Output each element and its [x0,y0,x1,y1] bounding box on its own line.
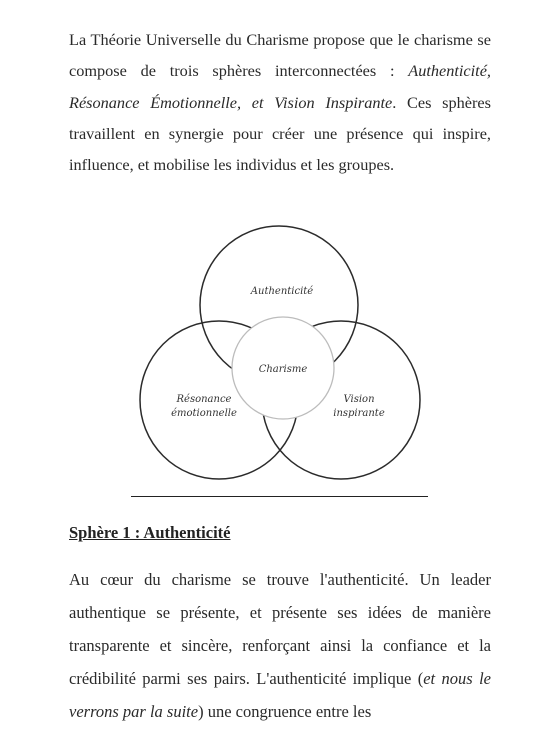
intro-text-after: . Ces sphères travaillent en synergie pour créer une présence qui inspire, influence, et mobilise les individus et les groupes. [69,92,491,175]
section-paragraph [69,563,491,728]
label-vision-line2: inspirante [333,408,385,419]
intro-text-italic: Authenticité, Résonance Émotionnelle, et Vision Inspirante [69,61,491,112]
divider-rule [131,496,428,497]
section-text-after: ) une congruence entre les [198,702,372,721]
intro-text-before: La Théorie Universelle du Charisme propose que le charisme se compose de trois sphères interconnectées : [69,30,491,81]
section-text-italic: et nous le verrons par la suite [69,669,491,721]
label-resonance-line2: émotionnelle [171,408,237,419]
section-text-before: Au cœur du charisme se trouve l'authenticité. Un leader authentique se présente, et présente ses idées de manière transparente et sincère, renforçant ainsi la confiance et la crédibilité parmi ses pairs. L'authenticité implique ( [69,570,491,688]
label-charisme: Charisme [258,364,308,375]
label-vision-line1: Vision [343,394,375,405]
label-resonance-line1: Résonance [176,394,232,405]
section-heading: Sphère 1 : Authenticité [69,523,231,542]
label-authenticite: Authenticité [250,286,314,297]
